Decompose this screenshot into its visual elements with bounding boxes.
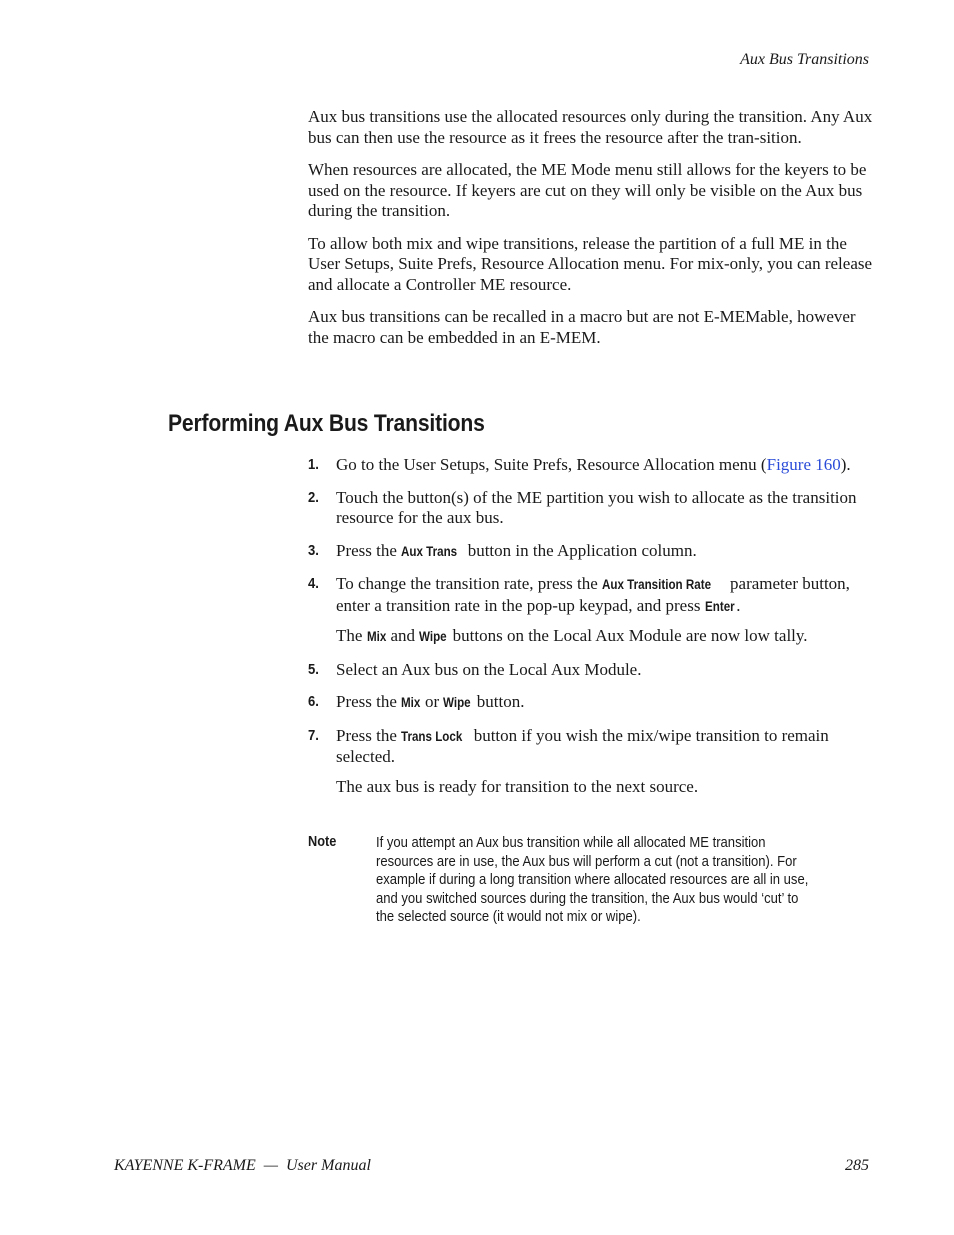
step-text: button if you wish the mix/wipe transition to remain selected.: [336, 725, 829, 766]
step-text: Press the: [336, 540, 402, 560]
note-label: Note: [308, 834, 337, 850]
ui-label-trans-lock: Trans Lock: [401, 728, 463, 744]
ui-label-aux-trans: Aux Trans: [401, 543, 458, 559]
ui-label-mix: Mix: [401, 695, 421, 710]
intro-paragraph-3: To allow both mix and wipe transitions, release the partition of a full ME in the User Setups, Suite Prefs, Resource Allocation menu. For mix-only, you can release and allocate a Controller ME resource.: [308, 233, 873, 294]
ui-label-aux-transition-rate: Aux Transition Rate: [602, 577, 712, 592]
step-text: The: [336, 626, 367, 645]
step-number: 5.: [308, 661, 319, 678]
ui-label-mix: Mix: [366, 629, 387, 644]
step-6: [308, 692, 873, 714]
step-text: Go to the User Setups, Suite Prefs, Resource Allocation menu (: [336, 455, 767, 474]
note-line: the selected source (it would not mix or wipe).: [376, 909, 641, 926]
note-line: and you switched sources during the transition, the Aux bus would ‘cut’ to: [376, 890, 799, 907]
step-2: [308, 488, 873, 529]
step-7: [308, 726, 873, 768]
step-text: Press the: [336, 725, 402, 745]
intro-paragraph-2: When resources are allocated, the ME Mode menu still allows for the keyers to be used on the resource. If keyers are cut on they will only be visible on the Aux bus during the transition.: [308, 160, 867, 220]
step-1: [308, 455, 873, 476]
ui-label-wipe: Wipe: [443, 695, 472, 710]
step-text: parameter button, enter a transition rate in the pop-up keypad, and press: [336, 574, 850, 615]
note-line: resources are in use, the Aux bus will perform a cut (not a transition). For: [376, 853, 797, 870]
section-heading: Performing Aux Bus Transitions: [168, 410, 485, 437]
step-text: The aux bus is ready for transition to the next source.: [336, 776, 699, 796]
step-5: [308, 660, 873, 681]
step-4-result: [308, 626, 873, 648]
step-number: 3.: [308, 542, 319, 559]
note-line: If you attempt an Aux bus transition while all allocated ME transition: [376, 835, 766, 851]
footer-title: KAYENNE K-FRAME — User Manual: [114, 1157, 371, 1174]
step-4: [308, 574, 873, 617]
step-3: [308, 541, 873, 563]
note-line: example if during a long transition where allocated resources are all in use,: [376, 872, 809, 889]
step-number: 4.: [308, 576, 319, 592]
step-text: .: [736, 595, 741, 615]
intro-paragraph-1: Aux bus transitions use the allocated resources only during the transition. Any Aux bus can then use the resource as it frees the resource after the tran-sition.: [308, 107, 873, 147]
ui-label-wipe: Wipe: [419, 629, 447, 644]
step-number: 1.: [308, 457, 319, 473]
step-text: or: [420, 692, 444, 711]
step-7-result: [308, 777, 873, 798]
step-text: button in the Application column.: [463, 540, 697, 560]
procedure-steps: [308, 455, 873, 809]
step-number: 6.: [308, 694, 319, 710]
step-text: and: [386, 626, 420, 645]
step-text: To change the transition rate, press the: [336, 574, 602, 593]
intro-text: [308, 107, 873, 360]
figure-link[interactable]: Figure 160: [766, 455, 841, 474]
step-text: Select an Aux bus on the Local Aux Module.: [336, 659, 642, 679]
step-number: 7.: [308, 727, 319, 744]
step-text: Press the: [336, 692, 402, 711]
note-text: [376, 834, 849, 927]
step-text: ).: [840, 455, 851, 474]
step-text: buttons on the Local Aux Module are now low tally.: [448, 626, 808, 645]
page-number: 285: [845, 1157, 869, 1174]
intro-paragraph-4: Aux bus transitions can be recalled in a macro but are not E-MEMable, however the macro can be embedded in an E-MEM.: [308, 307, 856, 347]
running-header: Aux Bus Transitions: [740, 51, 869, 68]
step-text: button.: [472, 692, 525, 711]
ui-label-enter: Enter: [704, 598, 735, 614]
step-text: Touch the button(s) of the ME partition you wish to allocate as the transition resource for the aux bus.: [336, 487, 857, 527]
step-number: 2.: [308, 489, 319, 506]
